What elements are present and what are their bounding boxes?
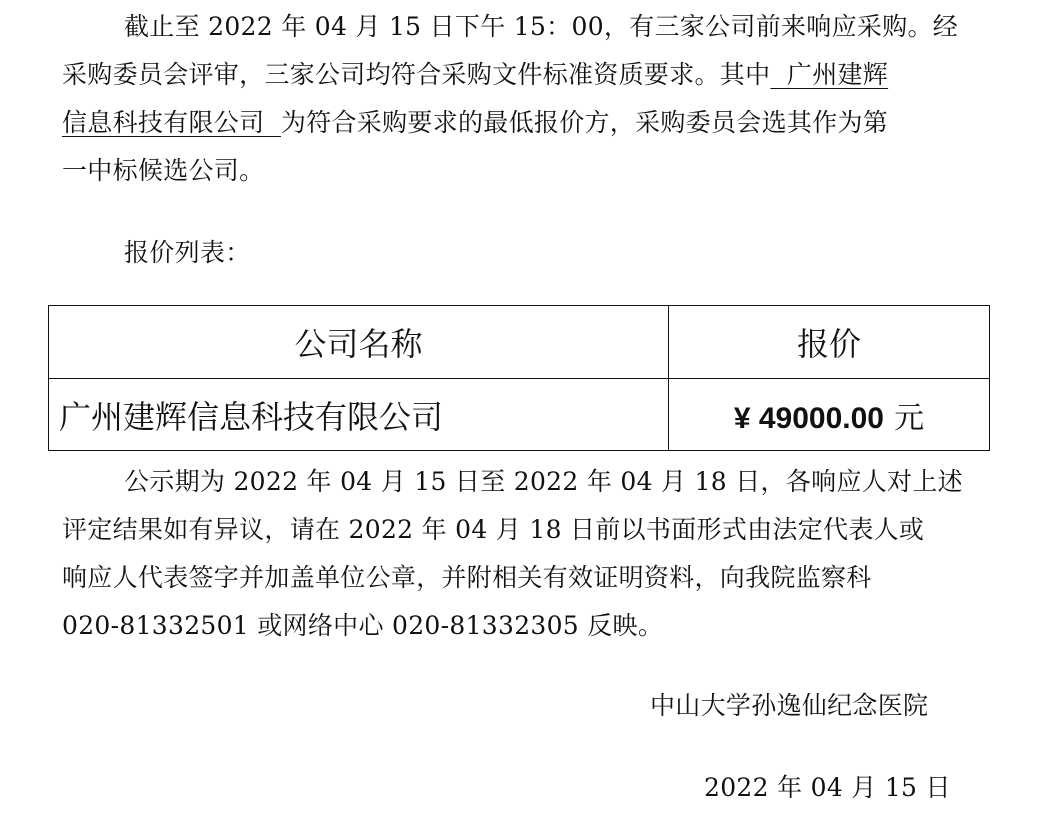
header-company-name: 公司名称 — [49, 306, 669, 379]
quote-list-label: 报价列表： — [124, 238, 251, 267]
signature-date: 2022 年 04 月 15 日 — [704, 773, 951, 802]
price-cell — [669, 379, 990, 451]
price-unit: 元 — [894, 400, 925, 436]
intro-line-1: 截止至 2022 年 04 月 15 日下午 15：00，有三家公司前来响应采购。经 — [124, 12, 959, 41]
intro-line-2 — [62, 60, 888, 90]
winner-name-part-1: 广州建辉 — [770, 60, 889, 89]
notice-line-3: 响应人代表签字并加盖单位公章，并附相关有效证明资料，向我院监察科 — [62, 563, 872, 592]
table-row — [49, 379, 990, 451]
price-value: ¥ 49000.00 — [733, 401, 884, 435]
notice-line-2: 评定结果如有异议，请在 2022 年 04 月 18 日前以书面形式由法定代表人或 — [62, 515, 925, 544]
intro-line-3-text: 为符合采购要求的最低报价方，采购委员会选其作为第 — [280, 108, 889, 137]
signature-org: 中山大学孙逸仙纪念医院 — [650, 691, 929, 720]
company-cell: 广州建辉信息科技有限公司 — [49, 379, 669, 451]
header-price: 报价 — [669, 306, 990, 379]
intro-line-4: 一中标候选公司。 — [62, 156, 265, 185]
winner-name-part-2: 信息科技有限公司 — [62, 108, 281, 137]
notice-line-1: 公示期为 2022 年 04 月 15 日至 2022 年 04 月 18 日，各响应人对上述 — [124, 467, 963, 496]
table-header-row — [49, 306, 990, 379]
quote-table — [48, 305, 990, 451]
intro-line-3 — [62, 108, 888, 138]
intro-line-2-text: 采购委员会评审，三家公司均符合采购文件标准资质要求。其中 — [62, 60, 771, 89]
notice-line-4: 020-81332501 或网络中心 020-81332305 反映。 — [62, 611, 664, 640]
